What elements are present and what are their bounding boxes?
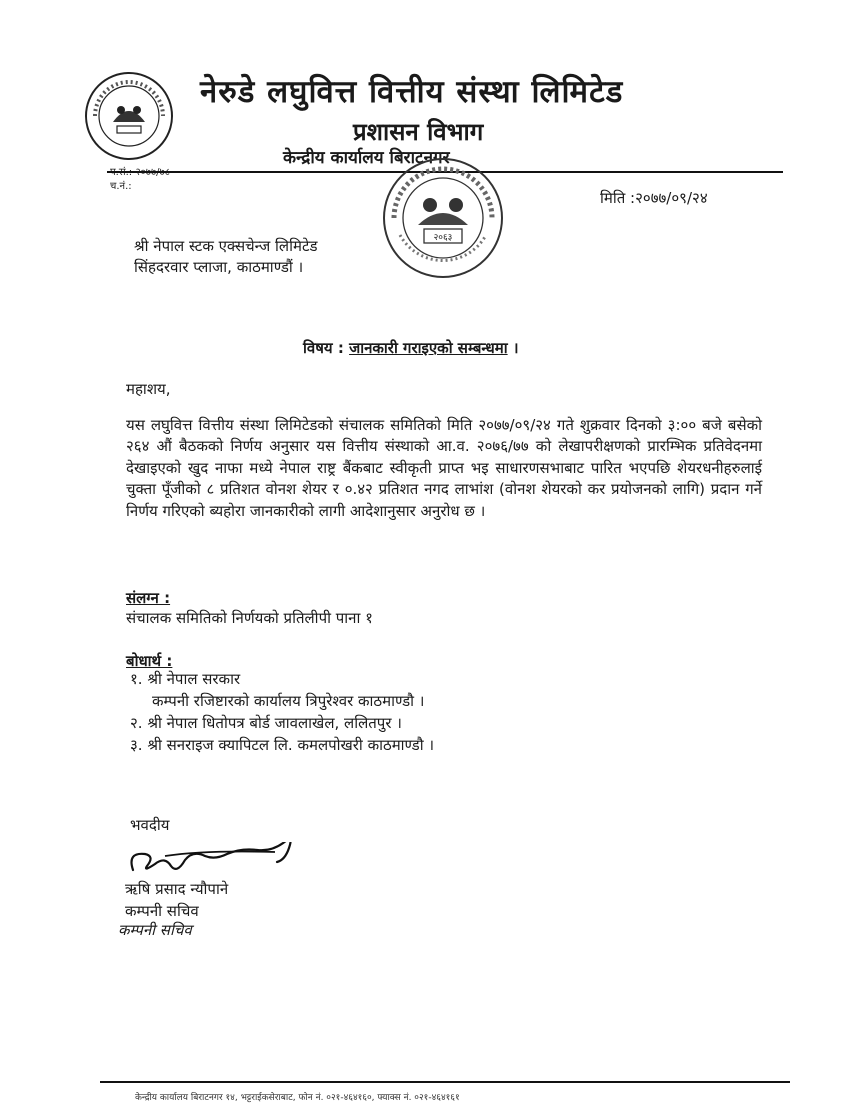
subject-end: । (507, 339, 519, 357)
official-seal (380, 155, 506, 281)
signatory-name: ऋषि प्रसाद न्यौपाने (125, 880, 229, 898)
signatory-title: कम्पनी सचिव (125, 902, 199, 920)
organization-logo (83, 70, 175, 162)
organization-name: नेरुडे लघुवित्त वित्तीय संस्था लिमिटेड (200, 74, 624, 110)
footer-divider (100, 1081, 790, 1083)
salutation: महाशय, (126, 380, 171, 398)
cc-item: ३. श्री सनराइज क्यापिटल लि. कमलपोखरी काठमाण्डौ । (130, 736, 435, 754)
cc-item: २. श्री नेपाल धितोपत्र बोर्ड जावलाखेल, ललितपुर । (130, 714, 402, 732)
cc-label: बोधार्थ : (126, 652, 173, 670)
title-stamp: कम्पनी सचिव (118, 921, 192, 939)
subject-text: जानकारी गराइएको सम्बन्धमा (349, 339, 508, 357)
cc-item: १. श्री नेपाल सरकार (130, 670, 241, 688)
signatory-block (125, 878, 228, 922)
cc-list (130, 668, 434, 756)
footer-text: केन्द्रीय कार्यालय बिराटनगर १४, भट्टराईकसेराबाट, फोन नं. ०२१-४६४१६०, फ्याक्स नं. ०२१-४६४१६१ (135, 1093, 460, 1103)
attachment-text: संचालक समितिको निर्णयको प्रतिलीपी पाना १ (126, 609, 373, 627)
letter-date: मिति :२०७७/०९/२४ (600, 189, 708, 207)
closing: भवदीय (130, 816, 170, 834)
letter-body: यस लघुवित्त वित्तीय संस्था लिमिटेडको संचालक समितिको मिति २०७७/०९/२४ गते शुक्रवार दिनको ३:०० बजे बसेको २६४ औं बैठकको निर्णय अनुसार यस वित्तीय संस्थाको आ.व. २०७६/७७ को लेखापरीक्षणको प्रारम्भिक प्रतिवेदनमा देखाइएको खुद नाफा मध्ये नेपाल राष्ट्र बैंकबाट स्वीकृती प्राप्त भइ साधारणसभाबाट पारित भएपछि शेयरधनीहरुलाई चुक्ता पूँजीको ८ प्रतिशत वोनश शेयर र ०.४२ प्रतिशत नगद लाभांश (वोनश शेयरको कर प्रयोजनको लागि) प्रदान गर्ने निर्णय गरिएको ब्यहोरा जानकारीको लागी आदेशानुसार अनुरोध छ । (126, 416, 762, 520)
seal-year: २०६३ (433, 233, 453, 243)
recipient-line-2: सिंहदरवार प्लाजा, काठमाण्डौं । (134, 258, 304, 276)
signature (125, 842, 325, 882)
department-name: प्रशासन विभाग (353, 118, 484, 146)
subject-line (303, 338, 519, 358)
office-name: केन्द्रीय कार्यालय बिराटनगर (283, 148, 450, 168)
subject-label: विषय : (303, 339, 344, 357)
recipient-address (134, 236, 318, 278)
dispatch-number: च.नं.: (110, 181, 132, 192)
recipient-line-1: श्री नेपाल स्टक एक्सचेन्ज लिमिटेड (134, 237, 318, 255)
attachment-label: संलग्न : (126, 589, 171, 607)
cc-item: कम्पनी रजिष्टारको कार्यालय त्रिपुरेश्वर काठमाण्डौ । (152, 692, 425, 710)
